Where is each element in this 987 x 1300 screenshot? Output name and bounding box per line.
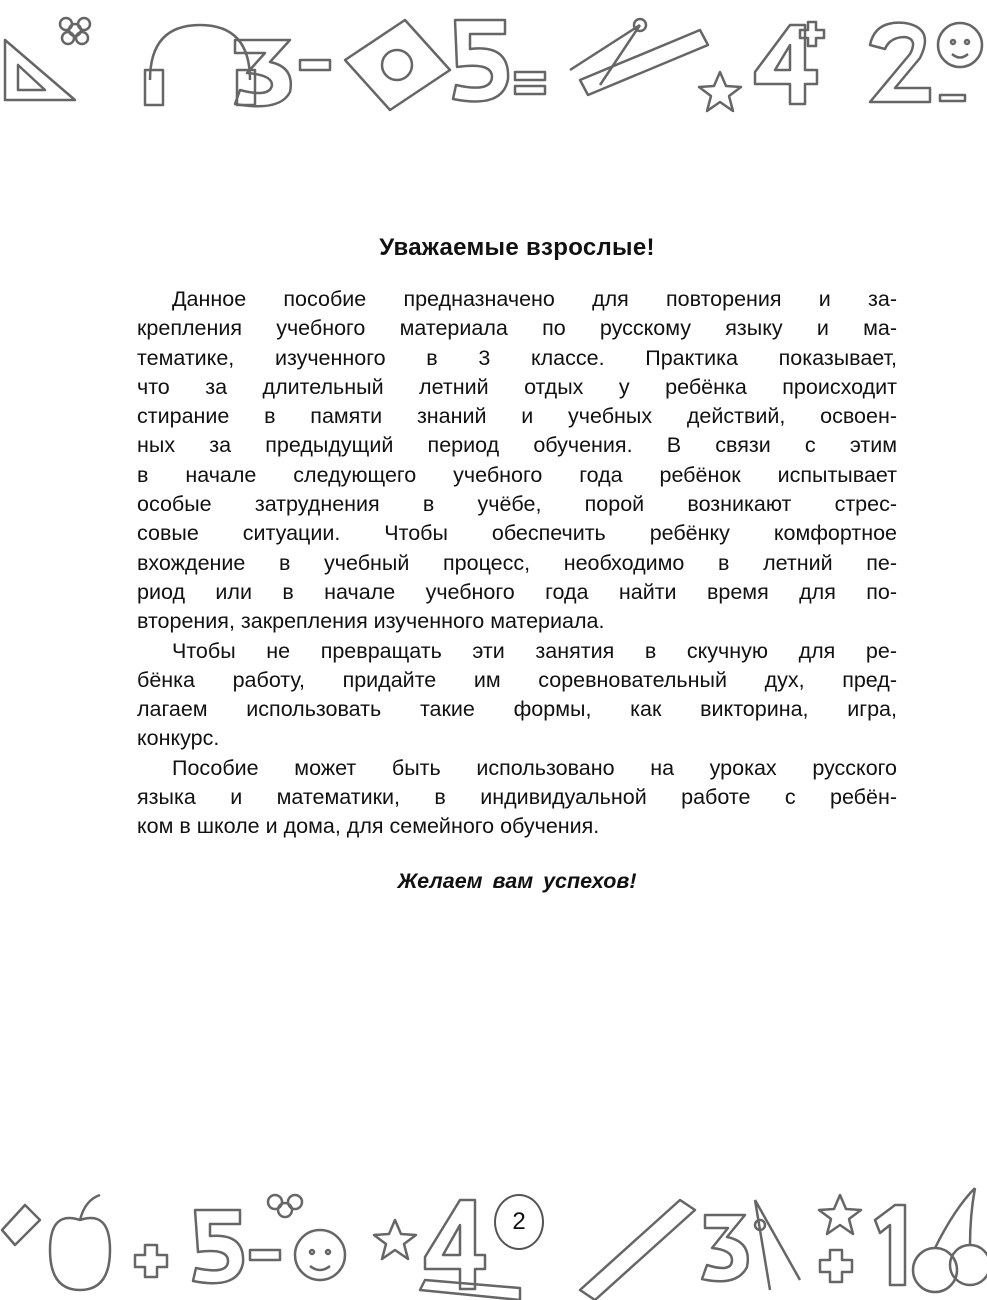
text-line: особые затруднения в учёбе, порой возникают стрес- [137,492,897,517]
top-decorative-border [0,0,987,120]
plus-icon [135,1245,167,1277]
flower-icon [268,1195,302,1217]
text-line: тематике, изученного в 3 классе. Практика показывает, [137,345,897,370]
text-line: вторения, закрепления изученного материала. [137,609,605,634]
text-line: бёнка работу, придайте им соревновательный дух, пред- [137,667,897,692]
ruler-icon [580,1200,695,1300]
closing-wish: Желаем вам успехов! [397,869,637,893]
text-line: вхождение в учебный процесс, необходимо в летний пе- [137,550,897,575]
text-line: в начале следующего учебного года ребёнок испытывает [137,462,897,487]
compass-icon [570,25,640,85]
ruler-icon [580,30,708,95]
star-icon [699,72,741,111]
rectangle-icon [2,1205,40,1245]
banknote-icon [345,20,450,110]
star-icon [819,1195,861,1234]
text-line: Пособие может быть использовано на уроках русского [172,755,897,780]
digit-3-icon [702,1215,748,1281]
text-line: стирание в памяти знаний и учебных действий, освоен- [137,404,897,429]
plus-icon [820,1250,852,1282]
page-number: 2 [494,1194,544,1250]
digit-5-icon [453,20,508,102]
text-line: Данное пособие предназначено для повторения и за- [172,287,897,311]
cherries-icon [913,1188,987,1292]
boy-face-icon [938,23,982,67]
compass-icon [755,1200,800,1290]
text-line: конкурс. [137,726,220,751]
page-title: Уважаемые взрослые! [379,234,655,261]
minus-small-icon [940,95,965,101]
digit-1-icon [875,1205,905,1285]
digit-5-icon [193,1210,243,1283]
minus-icon [250,1250,280,1260]
bottom-decorative-border [0,1180,987,1300]
star-icon [374,1220,416,1259]
equals-icon [515,72,545,94]
text-line: языка и математики, в индивидуальной работе с ребён- [137,785,897,810]
triangle-ruler-icon [5,40,75,100]
text-line: что за длительный летний отдых у ребёнка происходит [137,374,897,399]
text-line: риод или в начале учебного года найти время для по- [137,579,897,604]
body-text [137,285,897,842]
text-line: совые ситуации. Чтобы обеспечить ребёнку комфортное [137,521,897,546]
apple-icon [50,1195,110,1290]
text-line: ных за предыдущий период обучения. В связи с этим [137,433,897,458]
boy-face-icon [295,1230,345,1280]
digit-4-icon [425,1200,485,1289]
flower-icon [60,18,90,44]
text-line: лагаем использовать такие формы, как викторина, игра, [137,697,897,722]
text-line: крепления учебного материала по русскому языку и ма- [137,316,897,341]
minus-icon [300,60,330,70]
text-line: Чтобы не превращать эти занятия в скучную для ре- [172,638,897,663]
digit-2-icon [870,23,930,102]
text-line: ком в школе и дома, для семейного обучения. [137,814,600,839]
